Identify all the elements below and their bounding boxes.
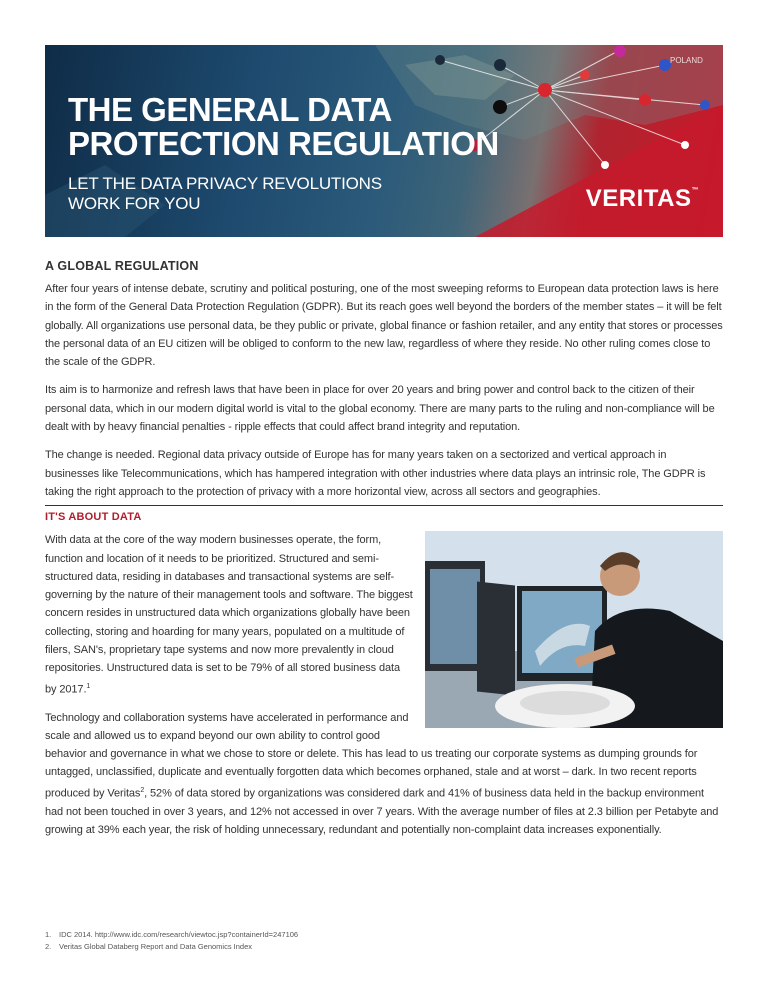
- title-line-2: PROTECTION REGULATION: [68, 125, 499, 162]
- logo-trademark: ™: [691, 187, 699, 194]
- footnote-number: 1.: [45, 930, 52, 939]
- footnote-number: 2.: [45, 942, 52, 951]
- footnote-ref-1: 1: [86, 682, 91, 690]
- page-subtitle: [68, 174, 438, 214]
- section-heading-its-about-data: IT'S ABOUT DATA: [45, 511, 142, 524]
- section-heading-global-regulation: A GLOBAL REGULATION: [45, 259, 199, 273]
- veritas-logo: [586, 185, 699, 213]
- subtitle-line-2: WORK FOR YOU: [68, 194, 201, 213]
- photo-illustration: [425, 531, 723, 728]
- footnote-item: [45, 941, 723, 953]
- footnote-item: [45, 929, 723, 941]
- section-divider: [45, 505, 723, 506]
- paragraph-text: Technology and collaboration systems have accelerated in performance and scale and allowed us to expand beyond our own ability to control good behavior and governance in what we chose to store or delete. This has lead to us treating our corporate systems as dumping grounds for untagged, unclassified, duplicate and eventually forgotten data which becomes orphaned, stale and at worst – dark. In two recent reports produced by Veritas: [45, 711, 698, 800]
- hero-banner: [45, 45, 723, 237]
- logo-text: VERITAS: [585, 185, 692, 212]
- footnote-text: Veritas Global Databerg Report and Data Genomics Index: [59, 942, 253, 951]
- engineer-at-computer-photo: [425, 531, 723, 728]
- paragraph-text: With data at the core of the way modern businesses operate, the form, function and location of it needs to be prioritized. Structured and semi-structured data, residing in databases and transactional systems are self-governing by the nature of their management tools and software. The biggest concern resides in unstructured data which organizations globally have been collecting, storing and hoarding for many years, populated on a multitude of filers, SAN's, proprietary tape systems and now more prevalently in cloud repositories. Unstructured data is set to be 79% of all stored business data by 2017.: [45, 534, 413, 696]
- paragraph: After four years of intense debate, scrutiny and political posturing, one of the most sweeping reforms to European data protection laws is here in the form of the General Data Protection Regulation (GDPR). But its reach goes well beyond the borders of the member states – it will be felt globally. All organizations use personal data, be they public or private, global finance or fashion retailer, and any entity that stores or processes the personal data of an EU citizen will be obliged to conform to the new law, regardless of where they reside. No other ruling comes close to the scale of the GDPR.: [45, 283, 723, 369]
- paragraph: Its aim is to harmonize and refresh laws that have been in place for over 20 years and bring power and control back to the citizen of their personal data, which in our modern digital world is vital to the global economy. There are many parts to the ruling and non-compliance will be dealt with by heavy financial penalties - ripple effects that could affect brand integrity and reputation.: [45, 384, 715, 434]
- page-title: [68, 93, 538, 161]
- subtitle-line-1: LET THE DATA PRIVACY REVOLUTIONS: [68, 174, 382, 193]
- data-section: [45, 531, 723, 839]
- footnote-ref-2: 2: [140, 786, 145, 794]
- footnotes: [45, 929, 723, 953]
- map-label: POLAND: [670, 56, 703, 65]
- document-body: [45, 259, 723, 839]
- footnote-text: IDC 2014. http://www.idc.com/research/viewtoc.jsp?containerId=247106: [59, 930, 299, 939]
- paragraph: The change is needed. Regional data privacy outside of Europe has for many years taken on a sectorized and vertical approach in businesses like Telecommunications, which has hampered integration with other industries where data plays an intrinsic role, The GDPR is taking the right approach to the protection of privacy with a more horizontal view, across all sectors and geographies.: [45, 449, 706, 498]
- title-line-1: THE GENERAL DATA: [68, 91, 392, 128]
- paragraph-text: , 52% of data stored by organizations was considered dark and 41% of business data held in the backup environment had not been touched in over 3 years, and 12% not accessed in over 7 years. With the average number of files at 2.3 billion per Petabyte and growing at 39% each year, the risk of holding unnecessary, redundant and potentially non-complaint data increases exponentially.: [45, 787, 719, 837]
